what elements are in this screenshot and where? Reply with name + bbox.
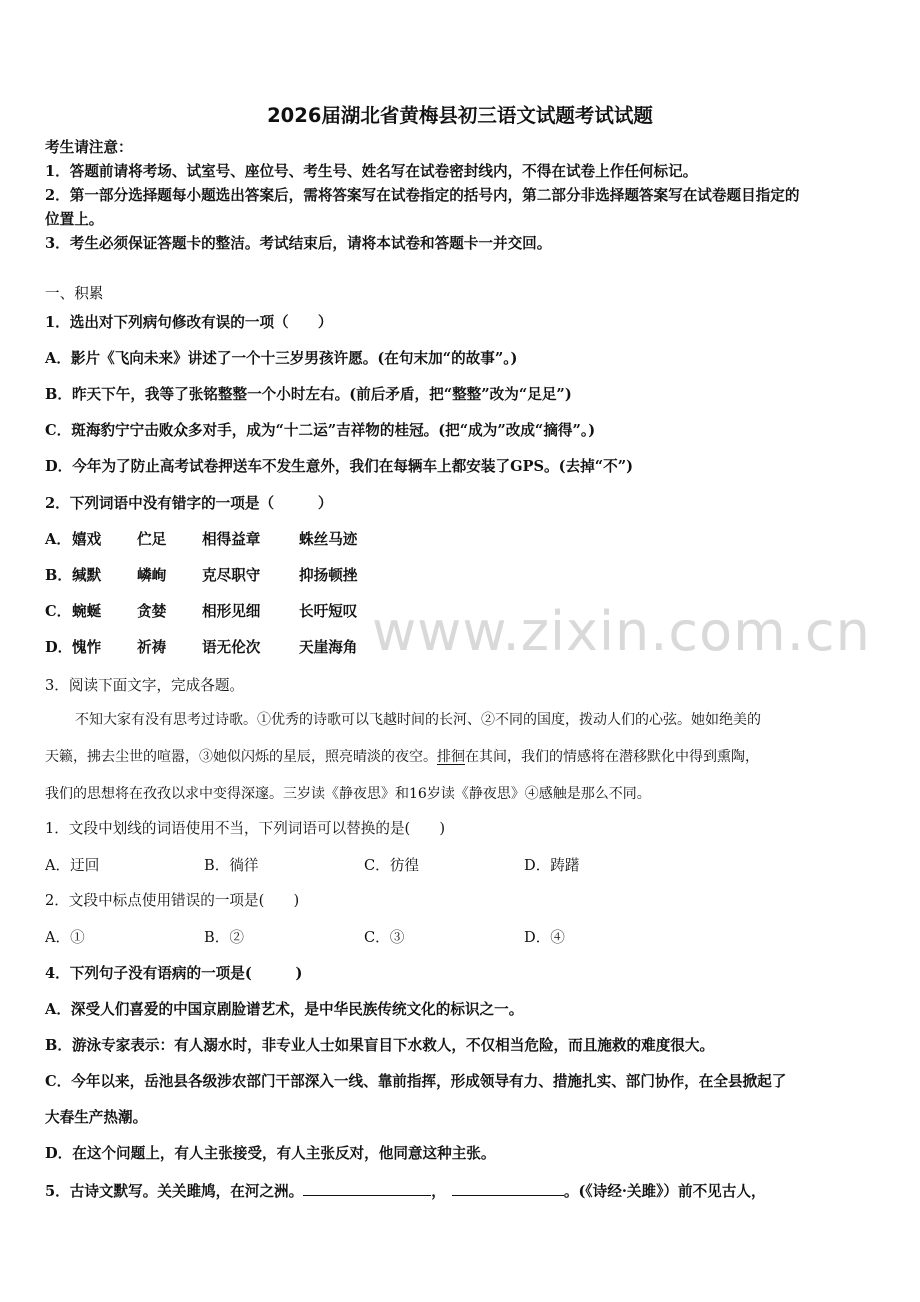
passage-text: 在其间，我们的情感将在潜移默化中得到熏陶， <box>465 749 759 765</box>
word: 相形见细 <box>202 603 261 620</box>
choice: A．① <box>45 929 85 946</box>
watermark: www.zixin.com.cn <box>372 600 871 663</box>
section-heading: 一、积累 <box>45 285 104 302</box>
option-text: 游泳专家表示：有人溺水时，非专业人士如果盲目下水救人，不仅相当危险，而且施救的难度很大。 <box>71 1037 715 1054</box>
word: 蜿蜒 <box>72 603 102 620</box>
option-text: 昨天下午，我等了张铭整整一个小时左右。(前后矛盾，把“整整”改为“足足”) <box>71 386 572 403</box>
option-row <box>45 1144 495 1164</box>
option-row <box>45 1108 147 1128</box>
choice: D．踌躇 <box>524 857 580 874</box>
word: 克尽职守 <box>202 567 261 584</box>
fill-blank[interactable] <box>452 1181 564 1196</box>
choice: B．徜徉 <box>204 857 259 874</box>
notice-item: 位置上。 <box>45 211 104 228</box>
passage-line <box>45 747 759 767</box>
option-text: 斑海豹宁宁击败众多对手，成为“十二运”吉祥物的桂冠。(把“成为”改成“摘得”。) <box>71 422 596 439</box>
choice: B．② <box>204 929 244 946</box>
option-row <box>45 421 595 441</box>
option-label: B． <box>45 386 72 403</box>
word: 嬉戏 <box>72 531 102 548</box>
choice: D．④ <box>524 929 565 946</box>
option-row <box>45 349 517 369</box>
word: 蛛丝马迹 <box>299 531 358 548</box>
option-label: A． <box>45 1001 71 1018</box>
notice-item: 3．考生必须保证答题卡的整洁。考试结束后，请将本试卷和答题卡一并交回。 <box>45 235 552 252</box>
passage-line: 我们的思想将在孜孜以求中变得深邃。三岁读《静夜思》和16岁读《静夜思》④感触是那么不同。 <box>45 786 651 802</box>
option-text: 影片《飞向未来》讲述了一个十三岁男孩许愿。(在句末加“的故事”。) <box>70 350 518 367</box>
word: 相得益章 <box>202 531 261 548</box>
word: 长吁短叹 <box>299 603 358 620</box>
word: 天崖海角 <box>299 639 358 656</box>
fill-blank[interactable] <box>303 1181 431 1196</box>
option-label: B． <box>45 1037 72 1054</box>
notice-item: 1．答题前请将考场、试室号、座位号、考生号、姓名写在试卷密封线内，不得在试卷上作任何标记。 <box>45 163 698 180</box>
notice-heading: 考生请注意： <box>45 139 133 156</box>
page-title: 2026届湖北省黄梅县初三语文试题考试试题 <box>267 104 653 127</box>
option-text: 今年以来，岳池县各级涉农部门干部深入一线、靠前指挥，形成领导有力、措施扎实、部门协作，在全县掀起了 <box>71 1073 787 1090</box>
passage-text: 天籁，拂去尘世的喧嚣，③她似闪烁的星辰，照亮晴淡的夜空。 <box>45 749 437 765</box>
notice-item: 2．第一部分选择题每小题选出答案后，需将答案写在试卷指定的括号内，第二部分非选择题答案写在试卷题目指定的 <box>45 187 800 204</box>
choice: C．彷徨 <box>364 857 419 874</box>
option-text: 大春生产热潮。 <box>45 1109 148 1126</box>
word: 缄默 <box>72 567 102 584</box>
option-label: C． <box>45 603 72 620</box>
option-row <box>45 1036 714 1056</box>
option-text: 深受人们喜爱的中国京剧脸谱艺术，是中华民族传统文化的标识之一。 <box>70 1001 524 1018</box>
option-row <box>45 385 572 405</box>
option-row <box>45 1072 786 1092</box>
option-row <box>45 457 633 477</box>
question-stem: 1．选出对下列病句修改有误的一项（ ） <box>45 314 333 331</box>
option-text: 在这个问题上，有人主张接受，有人主张反对，他同意这种主张。 <box>72 1145 496 1162</box>
question-stem: 3．阅读下面文字，完成各题。 <box>45 677 245 694</box>
underlined-word: 排徊 <box>437 749 465 765</box>
word: 愧怍 <box>72 639 102 656</box>
passage-line: 不知大家有没有思考过诗歌。①优秀的诗歌可以飞越时间的长河、②不同的国度，拨动人们的心弦。她如绝美的 <box>75 712 761 728</box>
word: 贪婪 <box>137 603 167 620</box>
choice: A．迂回 <box>45 857 100 874</box>
option-row <box>45 1000 523 1020</box>
option-label: D． <box>45 1145 73 1162</box>
stem-text: 。(《诗经·关雎》）前不见古人， <box>563 1183 766 1200</box>
question-stem: 2．下列词语中没有错字的一项是（ ） <box>45 495 333 512</box>
option-label: C． <box>45 1073 72 1090</box>
option-label: B． <box>45 567 72 584</box>
option-label: D． <box>45 639 73 656</box>
option-text: 今年为了防止高考试卷押送车不发生意外，我们在每辆车上都安装了GPS。(去掉“不”) <box>72 458 634 475</box>
option-label: D． <box>45 458 73 475</box>
word: 抑扬顿挫 <box>299 567 358 584</box>
subquestion-stem: 2．文段中标点使用错误的一项是( ) <box>45 892 300 909</box>
stem-separator: ， <box>431 1183 446 1200</box>
word: 嶙峋 <box>137 567 167 584</box>
subquestion-stem: 1．文段中划线的词语使用不当，下列词语可以替换的是( ) <box>45 820 446 837</box>
word: 伫足 <box>137 531 167 548</box>
stem-text: 5．古诗文默写。关关雎鸠，在河之洲。 <box>45 1183 304 1200</box>
question-stem <box>45 1181 766 1202</box>
option-label: A． <box>45 531 71 548</box>
word: 语无伦次 <box>202 639 261 656</box>
choice: C．③ <box>364 929 405 946</box>
question-stem: 4．下列句子没有语病的一项是( ) <box>45 965 303 982</box>
option-label: A． <box>45 350 71 367</box>
option-label: C． <box>45 422 72 439</box>
word: 祈祷 <box>137 639 167 656</box>
